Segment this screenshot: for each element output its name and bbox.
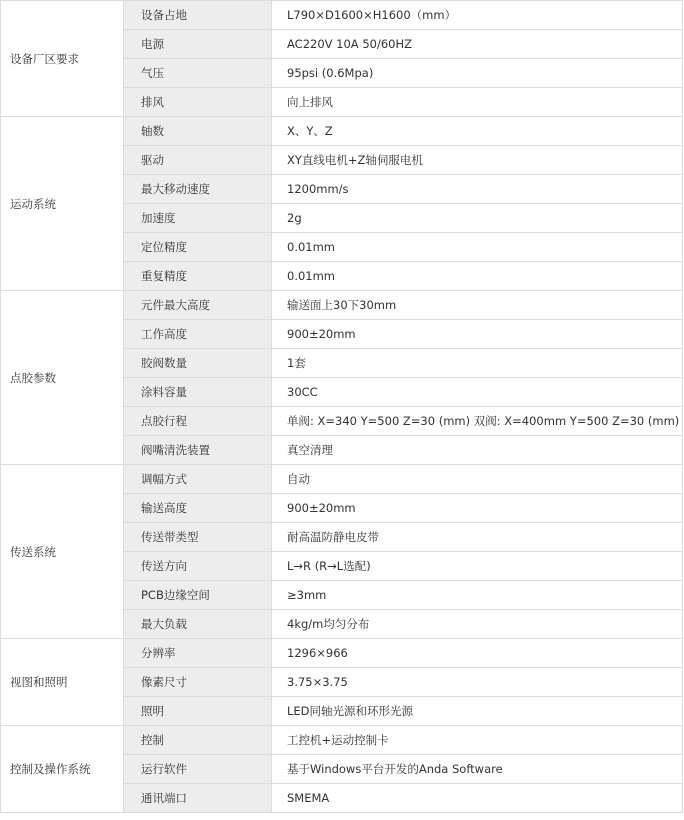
section-category: 传送系统 <box>1 465 124 639</box>
param-value: 2g <box>272 204 683 233</box>
param-label: 输送高度 <box>124 494 272 523</box>
spec-table-body <box>1 1 683 813</box>
param-label: 传送带类型 <box>124 523 272 552</box>
param-value: ≥3mm <box>272 581 683 610</box>
param-label: 定位精度 <box>124 233 272 262</box>
param-value: 自动 <box>272 465 683 494</box>
param-label: 最大移动速度 <box>124 175 272 204</box>
param-value: 0.01mm <box>272 233 683 262</box>
param-value: 输送面上30下30mm <box>272 291 683 320</box>
param-value: 单阀: X=340 Y=500 Z=30 (mm) 双阀: X=400mm Y=500 Z=30 (mm) <box>272 407 683 436</box>
param-value: SMEMA <box>272 784 683 813</box>
param-value: 向上排风 <box>272 88 683 117</box>
param-label: 重复精度 <box>124 262 272 291</box>
param-value: 1296×966 <box>272 639 683 668</box>
param-value: 900±20mm <box>272 494 683 523</box>
param-value: 1200mm/s <box>272 175 683 204</box>
param-label: 轴数 <box>124 117 272 146</box>
param-label: PCB边缘空间 <box>124 581 272 610</box>
spec-row <box>1 639 683 668</box>
spec-row <box>1 117 683 146</box>
param-value: 基于Windows平台开发的Anda Software <box>272 755 683 784</box>
param-label: 传送方向 <box>124 552 272 581</box>
param-label: 阀嘴清洗装置 <box>124 436 272 465</box>
param-value: 耐高温防静电皮带 <box>272 523 683 552</box>
param-label: 电源 <box>124 30 272 59</box>
param-value: LED同轴光源和环形光源 <box>272 697 683 726</box>
param-label: 气压 <box>124 59 272 88</box>
param-label: 分辨率 <box>124 639 272 668</box>
param-label: 运行软件 <box>124 755 272 784</box>
param-value: 真空清理 <box>272 436 683 465</box>
param-label: 工作高度 <box>124 320 272 349</box>
param-value: 900±20mm <box>272 320 683 349</box>
param-value: 1套 <box>272 349 683 378</box>
param-value: XY直线电机+Z轴伺服电机 <box>272 146 683 175</box>
param-label: 调幅方式 <box>124 465 272 494</box>
param-label: 设备占地 <box>124 1 272 30</box>
section-category: 点胶参数 <box>1 291 124 465</box>
param-label: 点胶行程 <box>124 407 272 436</box>
param-value: L790×D1600×H1600（mm） <box>272 1 683 30</box>
param-value: 95psi (0.6Mpa) <box>272 59 683 88</box>
param-label: 像素尺寸 <box>124 668 272 697</box>
param-label: 驱动 <box>124 146 272 175</box>
param-value: 0.01mm <box>272 262 683 291</box>
param-label: 通讯端口 <box>124 784 272 813</box>
section-category: 控制及操作系统 <box>1 726 124 813</box>
param-value: L→R (R→L选配) <box>272 552 683 581</box>
param-value: 4kg/m均匀分布 <box>272 610 683 639</box>
param-value: 3.75×3.75 <box>272 668 683 697</box>
param-value: 30CC <box>272 378 683 407</box>
spec-row <box>1 465 683 494</box>
param-value: 工控机+运动控制卡 <box>272 726 683 755</box>
param-label: 涂料容量 <box>124 378 272 407</box>
param-label: 最大负载 <box>124 610 272 639</box>
param-label: 控制 <box>124 726 272 755</box>
param-value: AC220V 10A 50/60HZ <box>272 30 683 59</box>
param-label: 元件最大高度 <box>124 291 272 320</box>
param-label: 照明 <box>124 697 272 726</box>
spec-row <box>1 1 683 30</box>
param-label: 排风 <box>124 88 272 117</box>
param-label: 加速度 <box>124 204 272 233</box>
param-value: X、Y、Z <box>272 117 683 146</box>
param-label: 胶阀数量 <box>124 349 272 378</box>
spec-row <box>1 726 683 755</box>
section-category: 视图和照明 <box>1 639 124 726</box>
spec-row <box>1 291 683 320</box>
section-category: 运动系统 <box>1 117 124 291</box>
section-category: 设备厂区要求 <box>1 1 124 117</box>
